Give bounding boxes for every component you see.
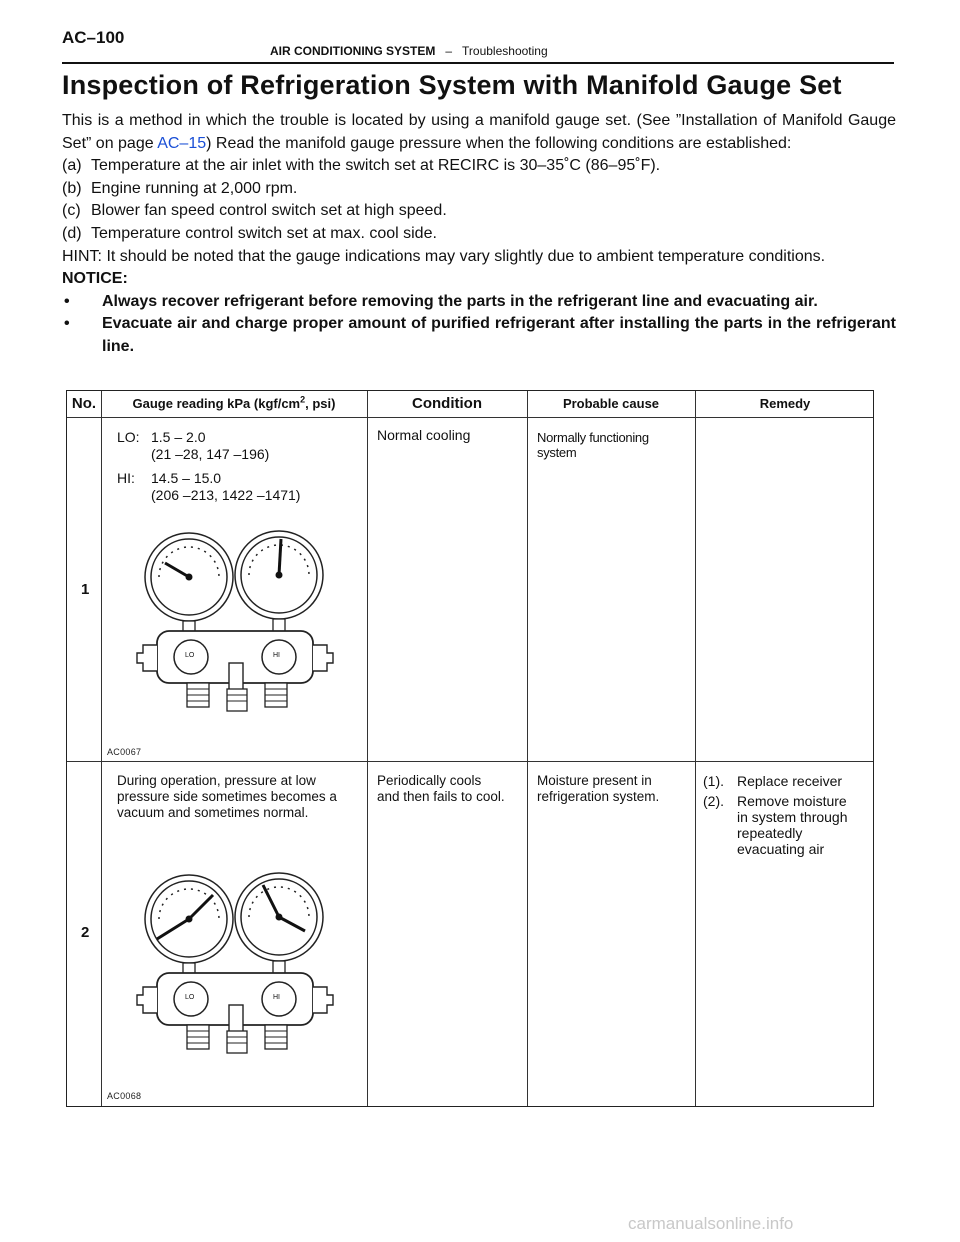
- row-divider: [67, 761, 873, 762]
- column-divider: [695, 391, 696, 1106]
- header-probable-cause: Probable cause: [562, 396, 660, 411]
- condition-text: Normal cooling: [377, 427, 471, 443]
- manifold-gauge-illustration: [135, 861, 335, 1066]
- condition-item: (c) Blower fan speed control switch set at high speed.: [62, 202, 447, 220]
- condition-item: (a) Temperature at the air inlet with the switch set at RECIRC is 30–35˚C (86–95˚F).: [62, 157, 661, 175]
- column-divider: [367, 391, 368, 1106]
- manifold-gauge-icon: [135, 861, 335, 1061]
- gauge-lo-label: LO: [185, 652, 195, 659]
- intro-paragraph: This is a method in which the trouble is located by using a manifold gauge set. (See ”Installation of Manifold Gauge Set” on page AC–15) Read the manifold gauge pressure when the following conditions are established:: [62, 112, 896, 152]
- header-remedy: Remedy: [759, 396, 811, 411]
- row-number: 2: [81, 924, 90, 941]
- gauge-reading-text: During operation, pressure at low pressure side sometimes becomes a vacuum and sometimes normal.: [117, 773, 337, 820]
- row-number: 1: [81, 581, 90, 598]
- condition-text: Periodically cools and then fails to cool.: [377, 773, 505, 804]
- watermark: carmanualsonline.info: [628, 1214, 794, 1233]
- page-number: AC–100: [62, 28, 125, 47]
- manifold-gauge-illustration: [135, 519, 335, 724]
- manifold-gauge-icon: [135, 519, 335, 719]
- bullet-icon: •: [64, 315, 70, 333]
- remedy-item: (2). Remove moisture in system through repeatedly evacuating air: [703, 793, 848, 857]
- subsection-name: Troubleshooting: [462, 44, 548, 58]
- header-no: No.: [71, 395, 97, 412]
- notice-item: • Evacuate air and charge proper amount of purified refrigerant after installing the parts in the refrigerant line.: [62, 313, 896, 358]
- page-header: [62, 28, 894, 64]
- troubleshooting-table: [66, 390, 874, 1107]
- hint-text: HINT: It should be noted that the gauge indications may vary slightly due to ambient temperature conditions.: [62, 247, 826, 265]
- notice-label: NOTICE:: [62, 270, 128, 288]
- column-divider: [527, 391, 528, 1106]
- page-title: Inspection of Refrigeration System with Manifold Gauge Set: [62, 70, 842, 100]
- gauge-hi-label: HI: [273, 994, 280, 1001]
- header-gauge-reading: Gauge reading kPa ($kgf/cm^2$, psi): [132, 394, 336, 411]
- section-name: AIR CONDITIONING SYSTEM: [270, 44, 436, 58]
- gauge-lo-label: LO: [185, 994, 195, 1001]
- header-condition: Condition: [412, 395, 482, 412]
- section-title: [270, 44, 548, 58]
- remedy-list: [703, 773, 868, 861]
- header-divider: [67, 417, 873, 418]
- document-body: [62, 110, 896, 359]
- gauge-reading-values: LO: 1.5 – 2.0 (21 –28, 147 –196) HI: 14.5 – 15.0 (206 –213, 1422 –1471): [117, 429, 301, 503]
- image-code: AC0068: [107, 1091, 142, 1101]
- condition-item: (b) Engine running at 2,000 rpm.: [62, 179, 298, 197]
- column-divider: [101, 391, 102, 1106]
- bullet-icon: •: [64, 292, 70, 310]
- image-code: AC0067: [107, 747, 142, 757]
- probable-cause-text: Normally functioning system: [537, 430, 649, 460]
- section-separator: –: [445, 44, 453, 58]
- gauge-hi-label: HI: [273, 652, 280, 659]
- remedy-item: (1). Replace receiver: [703, 773, 843, 789]
- condition-item: (d) Temperature control switch set at max. cool side.: [62, 224, 437, 242]
- page-link[interactable]: AC–15: [157, 134, 207, 152]
- notice-item: • Always recover refrigerant before removing the parts in the refrigerant line and evacuating air.: [62, 291, 896, 314]
- probable-cause-text: Moisture present in refrigeration system.: [537, 773, 660, 804]
